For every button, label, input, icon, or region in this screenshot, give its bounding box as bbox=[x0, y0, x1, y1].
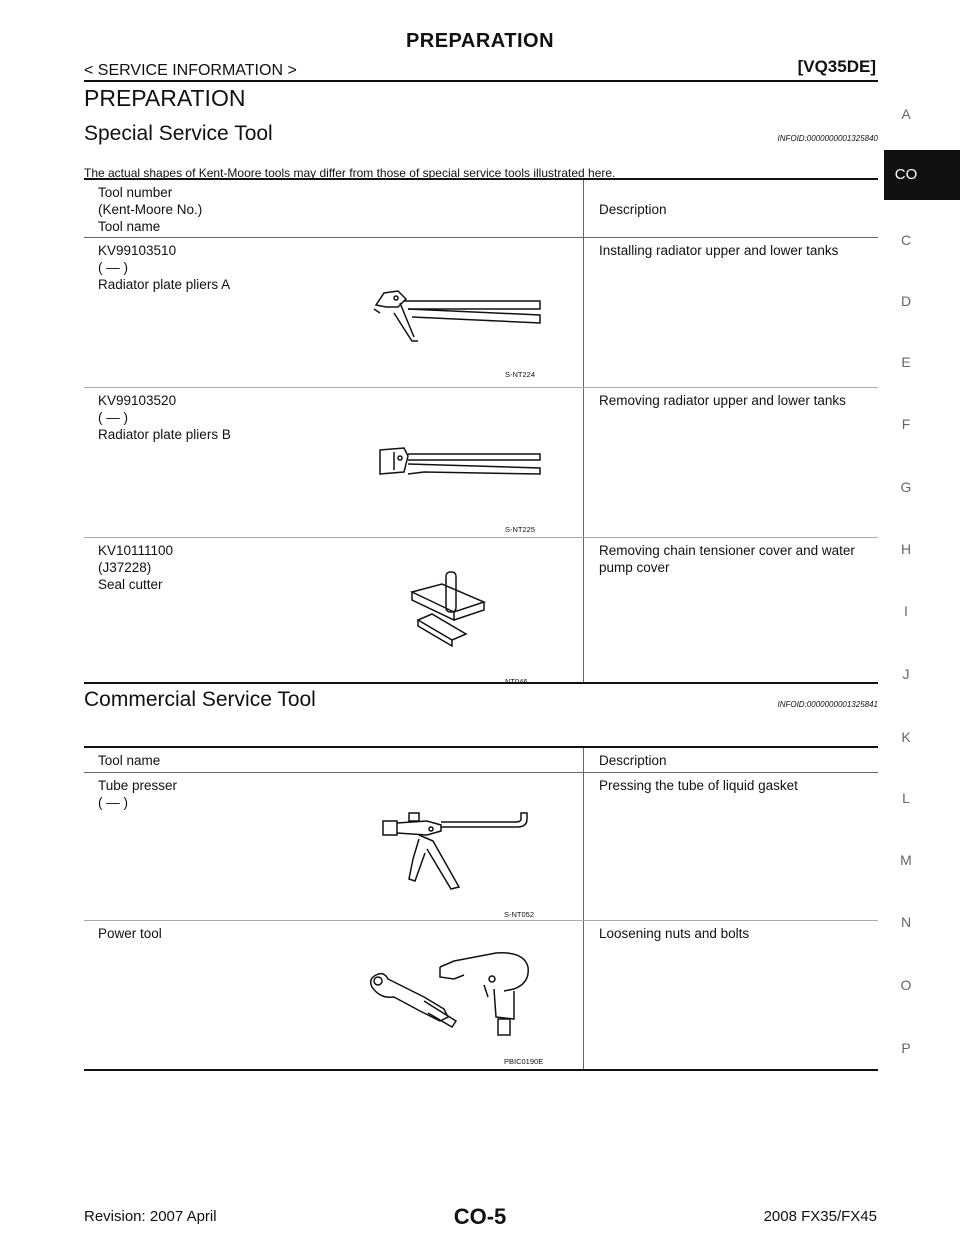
kent-moore-number: ( — ) bbox=[98, 259, 128, 275]
header-description: Description bbox=[584, 747, 879, 772]
tool-name: Seal cutter bbox=[98, 576, 163, 592]
description-cell bbox=[584, 920, 879, 1070]
special-tool-infoid: INFOID:0000000001325840 bbox=[777, 134, 878, 143]
engine-code: [VQ35DE] bbox=[797, 57, 876, 76]
tool-cell bbox=[84, 772, 584, 920]
description-text: Pressing the tube of liquid gasket bbox=[599, 777, 798, 793]
figure-label: S-NT052 bbox=[504, 909, 535, 919]
footer-page-number: CO-5 bbox=[453, 1204, 507, 1229]
figure-label: S-NT224 bbox=[505, 369, 536, 379]
kent-moore-number: (J37228) bbox=[98, 559, 152, 575]
pliers-icon bbox=[364, 440, 554, 495]
index-tab-d[interactable]: D bbox=[900, 293, 912, 309]
seal-cutter-icon bbox=[404, 568, 514, 658]
tool-name: Tube presser bbox=[98, 777, 178, 793]
figure-label: NT046 bbox=[505, 676, 528, 686]
index-tab-p[interactable]: P bbox=[901, 1040, 911, 1056]
description-cell bbox=[584, 537, 879, 683]
index-tab-h[interactable]: H bbox=[900, 541, 912, 557]
description-text: Loosening nuts and bolts bbox=[599, 925, 750, 941]
index-tab-i[interactable]: I bbox=[904, 603, 908, 619]
index-tab-co-active[interactable] bbox=[884, 150, 960, 200]
table-row bbox=[84, 772, 878, 920]
table-row bbox=[84, 237, 878, 387]
index-tab-o[interactable]: O bbox=[900, 977, 912, 993]
header-tool-number bbox=[84, 179, 584, 237]
index-tab-l[interactable]: L bbox=[902, 790, 910, 806]
page-heading: PREPARATION bbox=[84, 85, 246, 111]
table-header-row bbox=[84, 747, 878, 772]
tool-name: Radiator plate pliers A bbox=[98, 276, 231, 292]
special-tool-title: Special Service Tool bbox=[84, 122, 273, 145]
tool-number: KV99103510 bbox=[98, 242, 177, 258]
table-row bbox=[84, 387, 878, 537]
figure-label: S-NT225 bbox=[505, 524, 536, 534]
index-tab-f[interactable]: F bbox=[901, 416, 911, 432]
tool-number: KV99103520 bbox=[98, 392, 177, 408]
commercial-tool-title: Commercial Service Tool bbox=[84, 688, 316, 711]
tool-cell bbox=[84, 537, 584, 686]
footer-revision: Revision: 2007 April bbox=[84, 1208, 217, 1225]
tool-cell bbox=[84, 237, 584, 387]
index-tab-e[interactable]: E bbox=[901, 354, 911, 370]
kent-moore-number: ( — ) bbox=[98, 409, 128, 425]
index-tab-a[interactable]: A bbox=[901, 106, 911, 122]
description-cell bbox=[584, 387, 879, 537]
tool-name: Power tool bbox=[98, 925, 162, 941]
kent-moore-number: ( — ) bbox=[98, 794, 128, 810]
commercial-tool-table bbox=[84, 746, 878, 1071]
power-tool-icon bbox=[364, 947, 554, 1047]
table-row bbox=[84, 920, 878, 1070]
description-cell bbox=[584, 772, 879, 920]
description-text: Removing radiator upper and lower tanks bbox=[599, 392, 846, 408]
index-tab-n[interactable]: N bbox=[900, 914, 912, 930]
tube-presser-icon bbox=[379, 809, 539, 899]
tool-name: Radiator plate pliers B bbox=[98, 426, 231, 442]
breadcrumb: < SERVICE INFORMATION > bbox=[84, 62, 297, 79]
header-tool-name: Tool name bbox=[84, 747, 584, 772]
header-line: Tool name bbox=[98, 219, 161, 234]
table-header-row bbox=[84, 179, 878, 237]
special-tool-note: The actual shapes of Kent-Moore tools may differ from those of special service tools illustrated here. bbox=[84, 166, 616, 180]
tool-cell bbox=[84, 387, 584, 537]
tool-number: KV10111100 bbox=[98, 542, 174, 558]
index-tab-m[interactable]: M bbox=[900, 852, 912, 868]
header-description: Description bbox=[584, 179, 879, 237]
pliers-icon bbox=[364, 283, 554, 348]
description-text: Removing chain tensioner cover and water bbox=[599, 542, 855, 558]
header-line: Tool number bbox=[98, 185, 173, 200]
figure-label: PBIC0190E bbox=[504, 1056, 544, 1066]
index-tab-g[interactable]: G bbox=[900, 479, 912, 495]
table-row bbox=[84, 537, 878, 683]
description-text: pump cover bbox=[599, 559, 670, 575]
description-cell bbox=[584, 237, 879, 387]
page-top-title: PREPARATION bbox=[405, 30, 555, 52]
footer-model: 2008 FX35/FX45 bbox=[763, 1208, 877, 1225]
index-tab-co-label: CO bbox=[894, 166, 918, 183]
special-tool-table bbox=[84, 178, 878, 684]
commercial-tool-infoid: INFOID:0000000001325841 bbox=[777, 700, 878, 709]
index-tab-k[interactable]: K bbox=[901, 729, 911, 745]
header-line: (Kent-Moore No.) bbox=[98, 202, 203, 217]
description-text: Installing radiator upper and lower tanks bbox=[599, 242, 839, 258]
index-tab-c[interactable]: C bbox=[900, 232, 912, 248]
tool-cell bbox=[84, 920, 584, 1070]
header-divider bbox=[84, 80, 878, 82]
index-tab-j[interactable]: J bbox=[902, 666, 910, 682]
